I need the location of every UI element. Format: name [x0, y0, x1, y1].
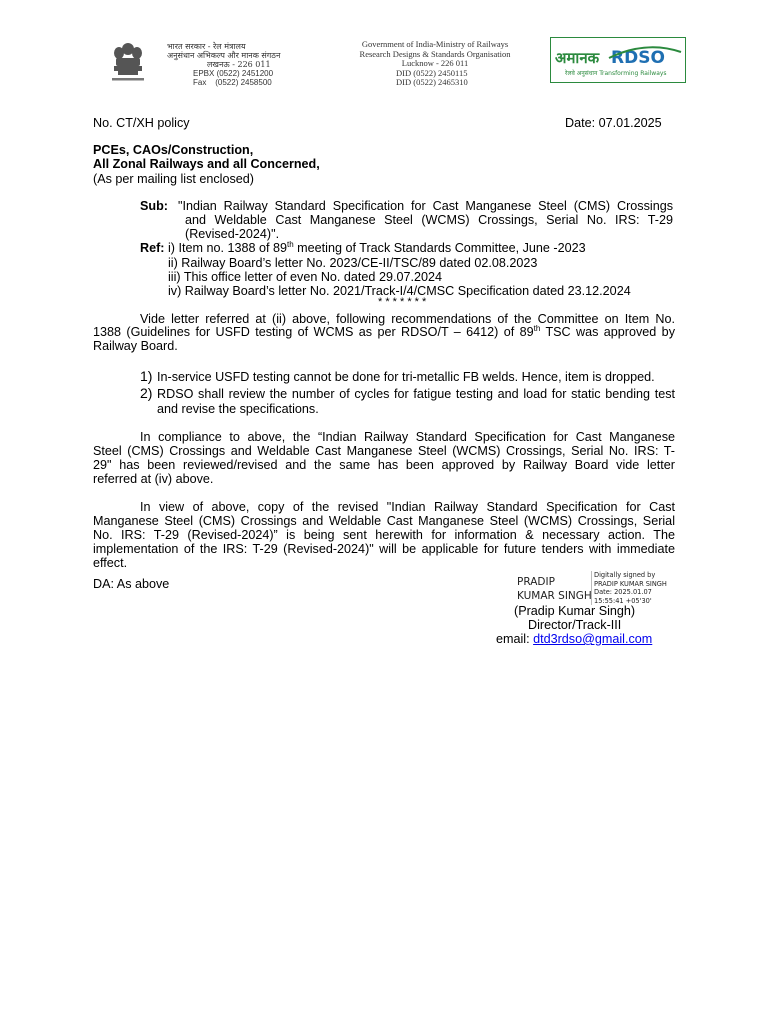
addressee-line: (As per mailing list enclosed)	[93, 172, 254, 186]
signature-details	[591, 571, 667, 605]
digital-signature	[514, 571, 674, 607]
para-line: Steel (CMS) Crossings and Weldable Cast Manganese Steel (WCMS) Crossings, Serial No. IRS: T-	[93, 444, 675, 458]
item-number: 2)	[140, 385, 153, 401]
letterhead-eng-line: Research Designs & Standards Organisation	[359, 48, 511, 59]
letterhead-english	[340, 40, 530, 88]
letterhead-hindi	[167, 42, 327, 87]
subject-line	[178, 199, 673, 213]
letterhead-hindi-line: भारत सरकार - रेल मंत्रालय	[167, 42, 246, 51]
ref-item-text: meeting of Track Standards Committee, June -2023	[293, 241, 586, 255]
subject-label: Sub:	[140, 199, 168, 213]
letterhead-fax: Fax (0522) 2458500	[193, 78, 272, 87]
signature-detail: PRADIP KUMAR SINGH	[594, 579, 667, 588]
letterhead-eng-line: Government of India-Ministry of Railways	[361, 39, 509, 49]
reference-number: No. CT/XH policy	[93, 116, 190, 130]
para-line: In view of above, copy of the revised "Indian Railway Standard Specification for Cast	[140, 500, 675, 514]
signatory-name: (Pradip Kumar Singh)	[514, 604, 636, 618]
letterhead-hindi-line: अनुसंधान अभिकल्प और मानक संगठन	[167, 51, 281, 60]
national-emblem-icon	[108, 40, 148, 86]
ref-item: iv) Railway Board’s letter No. 2021/Track-I/4/CMSC Specification dated 23.12.2024	[168, 284, 631, 298]
ref-item: iii) This office letter of even No. dated 29.07.2024	[168, 270, 442, 284]
email-link[interactable]: dtd3rdso@gmail.com	[533, 632, 653, 646]
para-line: No. IRS: T-29 (Revised-2024)” is being sent herewith for information & necessary action. The	[93, 528, 675, 542]
addressee-line: All Zonal Railways and all Concerned,	[93, 157, 320, 171]
para-line: effect.	[93, 556, 128, 570]
letterhead-phone: EPBX (0522) 2451200	[193, 69, 274, 78]
item-text: In-service USFD testing cannot be done for tri-metallic FB welds. Hence, item is dropped.	[157, 370, 655, 384]
email-label: email:	[496, 632, 534, 646]
signature-name	[517, 575, 592, 603]
para-line: Manganese Steel (CMS) Crossings and Weldable Cast Manganese Steel (WCMS) Crossings, Serial	[93, 514, 675, 528]
para-line: In compliance to above, the “Indian Railway Standard Specification for Cast Manganese	[140, 430, 675, 444]
para-line: 29" has been reviewed/revised and the same has been approved by Railway Board vide letter	[93, 458, 675, 472]
ref-label: Ref:	[140, 241, 165, 255]
signature-name-line: PRADIP	[517, 576, 555, 588]
para-sup: th	[533, 323, 541, 333]
signature-detail: Date: 2025.01.07	[594, 588, 652, 597]
subject-text: "Indian Railway Standard Specification for Cast Manganese Steel (CMS) Crossings	[178, 199, 673, 213]
para-line: referred at (iv) above.	[93, 472, 214, 486]
subject-text: and Weldable Cast Manganese Steel (WCMS) Crossings, Serial No. IRS: T-29	[185, 213, 673, 227]
ref-item	[168, 241, 586, 255]
item-number: 1)	[140, 368, 153, 384]
para-text: 1388 (Guidelines for USFD testing of WCMS as per RDSO/T – 6412) of 89	[93, 325, 534, 339]
para-line: Railway Board.	[93, 339, 178, 353]
ref-item-text: i) Item no. 1388 of 89	[168, 241, 288, 255]
para-text: TSC was approved by	[540, 325, 675, 339]
addressee-line: PCEs, CAOs/Construction,	[93, 143, 254, 157]
signature-detail: Digitally signed by	[594, 571, 656, 579]
letterhead-did: DID (0522) 2450115	[396, 67, 468, 78]
letter-date: Date: 07.01.2025	[565, 116, 662, 130]
ref-item: ii) Railway Board’s letter No. 2023/CE-II/TSC/89 dated 02.08.2023	[168, 256, 538, 270]
signature-name-line: KUMAR SINGH	[517, 590, 592, 602]
subject-text: (Revised-2024)".	[185, 227, 280, 241]
para-line: implementation of the IRS: T-29 (Revised-2024)" will be applicable for future tenders with immediate	[93, 542, 675, 556]
letterhead-hindi-line: लखनऊ - 226 011	[207, 60, 271, 69]
svg-text:अमानक: अमानक	[555, 49, 600, 67]
ref-item-sup: th	[287, 239, 294, 249]
svg-text:RDSO: RDSO	[611, 48, 665, 68]
svg-text:रेलवे अनुसंधान Transforming R: रेलवे अनुसंधान Transforming Railways	[565, 70, 667, 77]
item-text: RDSO shall review the number of cycles for fatigue testing and load for static bending test	[157, 387, 675, 401]
rdso-logo	[550, 37, 686, 83]
enclosure-note: DA: As above	[93, 577, 170, 591]
item-text: and revise the specifications.	[157, 402, 319, 416]
letterhead-did: DID (0522) 2465310	[396, 77, 468, 87]
separator-stars: * * * * * * *	[378, 296, 427, 308]
letterhead-eng-line: Lucknow - 226 011	[401, 58, 469, 68]
signatory-email-line	[496, 632, 652, 646]
para-line	[93, 325, 675, 339]
para-line: Vide letter referred at (ii) above, following recommendations of the Committee on Item No.	[140, 312, 675, 326]
signatory-designation: Director/Track-III	[528, 618, 622, 632]
signature-detail: 15:55:41 +05'30'	[594, 596, 652, 605]
